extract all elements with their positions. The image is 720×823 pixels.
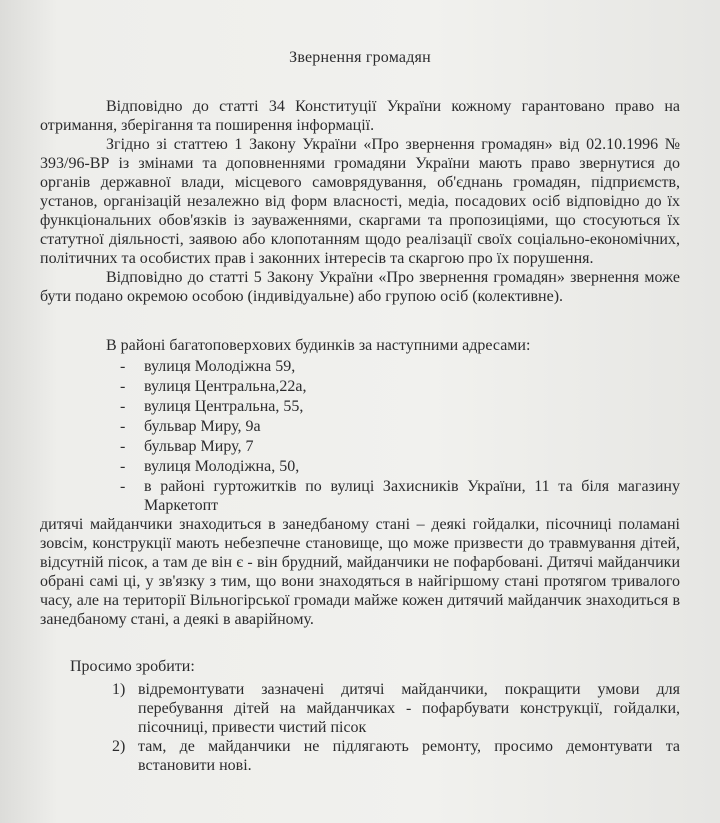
request-text: відремонтувати зазначені дитячі майданчики, покращити умови для перебування дітей на майданчиках - пофарбувати конструкції, гойдалки, пісочниці, привести чистий пісок bbox=[138, 681, 680, 736]
request-number: 2) bbox=[112, 738, 126, 755]
document-title: Звернення громадян bbox=[289, 49, 431, 66]
request-item bbox=[112, 737, 680, 775]
request-number: 1) bbox=[112, 681, 126, 698]
address-item: - в районі гуртожитків по вулиці Захисників України, 11 та біля магазину Маркетопт bbox=[120, 477, 680, 515]
address-item: - вулиця Молодіжна, 50, bbox=[120, 457, 680, 477]
requests-list bbox=[40, 680, 680, 775]
request-text: там, де майданчики не підлягають ремонту, просимо демонтувати та встановити нові. bbox=[138, 738, 680, 774]
requests-title: Просимо зробити: bbox=[70, 658, 195, 675]
address-item: - вулиця Центральна, 55, bbox=[120, 397, 680, 417]
request-item bbox=[112, 680, 680, 737]
playground-description: дитячі майданчики знаходиться в занедбаному стані – деякі гойдалки, пісочниці поламані зовсім, конструкції мають небезпечне становище, що може призвести до травмування дітей, відсутній пісок, а там де він є - він брудний, майданчики не пофарбовані. Дитячі майданчики обрані самі ці, у зв'язку з тим, що вони знаходяться в найгіршому стані протягом тривалого часу, але на території Вільногірської громади майже кожен дитячий майданчик знаходиться в занедбаному стані, а деякі в аварійному. bbox=[40, 516, 680, 628]
paragraph-law-article-5: Відповідно до статті 5 Закону України «Про звернення громадян» звернення може бути подано окремою особою (індивідуальне) або групою осіб (колективне). bbox=[40, 269, 680, 305]
address-item: - бульвар Миру, 7 bbox=[120, 437, 680, 457]
address-item: - вулиця Центральна,22а, bbox=[120, 377, 680, 397]
address-list bbox=[40, 357, 680, 515]
area-intro: В районі багатоповерхових будинків за наступними адресами: bbox=[106, 337, 531, 354]
address-item: - вулиця Молодіжна 59, bbox=[120, 357, 680, 377]
address-item: - бульвар Миру, 9а bbox=[120, 417, 680, 437]
paragraph-law-article-1: Згідно зі статтею 1 Закону України «Про звернення громадян» від 02.10.1996 № 393/96-ВР із змінами та доповненнями громадяни України мають право звернутися до органів державної влади, місцевого самоврядування, об'єднань громадян, підприємств, установ, організацій незалежно від форм власності, медіа, посадових осіб відповідно до їх функціональних обов'язків із зауваженнями, скаргами та пропозиціями, що стосуються їх статутної діяльності, заявою або клопотанням щодо реалізації своїх соціально-економічних, політичних та особистих прав і законних інтересів та скаргою про їх порушення. bbox=[40, 136, 680, 267]
paragraph-constitution: Відповідно до статті 34 Конституції України кожному гарантовано право на отримання, зберігання та поширення інформації. bbox=[40, 98, 680, 134]
